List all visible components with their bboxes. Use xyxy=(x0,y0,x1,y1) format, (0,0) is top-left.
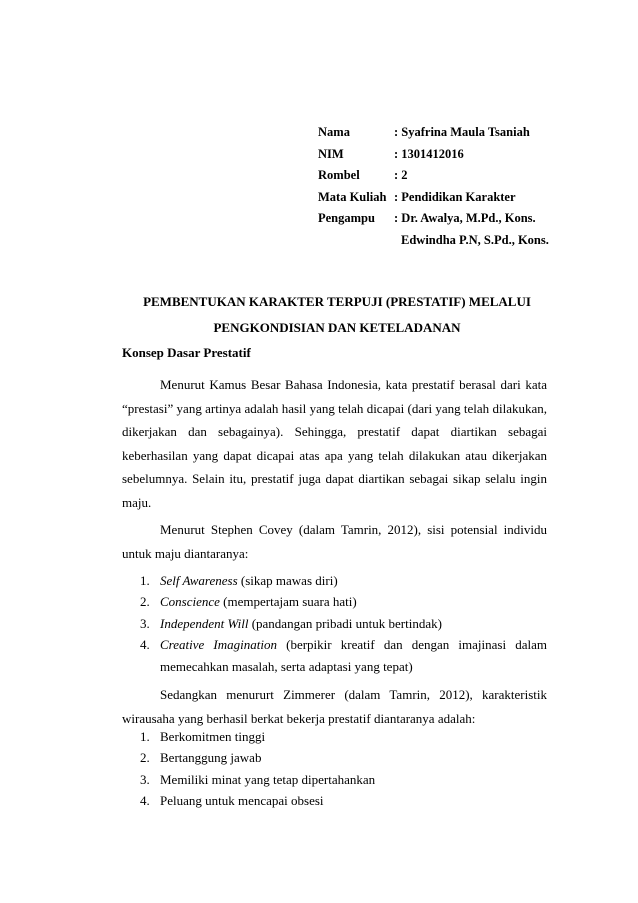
paragraph-covey xyxy=(122,518,547,565)
paragraph-line: “prestasi” yang artinya adalah hasil yang telah dicapai (dari yang telah dilakukan, xyxy=(122,400,547,416)
list-desc: (berpikir kreatif dan dengan imajinasi dalam xyxy=(276,637,547,653)
title-line-1: PEMBENTUKAN KARAKTER TERPUJI (PRESTATIF) MELALUI xyxy=(143,294,531,309)
zimmerer-list xyxy=(140,726,547,812)
list-desc: (pandangan pribadi untuk bertindak) xyxy=(248,615,442,631)
list-item xyxy=(140,726,547,747)
paragraph-zimmerer xyxy=(122,683,547,730)
list-item xyxy=(140,747,547,768)
paragraph-line: Menurut Kamus Besar Bahasa Indonesia, kata prestatif berasal dari kata xyxy=(160,377,547,392)
paragraph-line: sebelumnya. Selain itu, prestatif juga dapat diartikan sebagai sikap selalu ingin xyxy=(122,471,547,486)
paragraph-definition xyxy=(122,373,547,514)
title-line-2: PENGKONDISIAN DAN KETELADANAN xyxy=(213,320,461,335)
list-item xyxy=(140,769,547,790)
info-value: : Dr. Awalya, M.Pd., Kons. xyxy=(394,211,536,226)
list-desc: (sikap mawas diri) xyxy=(237,573,338,588)
student-info-block xyxy=(318,122,549,252)
info-label: Rombel xyxy=(318,168,360,183)
info-value: : 2 xyxy=(394,168,408,183)
paragraph-line: maju. xyxy=(122,494,152,510)
covey-list xyxy=(140,570,547,677)
list-text: Berkomitmen tinggi xyxy=(160,729,266,744)
list-number: 1. xyxy=(140,573,150,588)
list-text: Memiliki minat yang tetap dipertahankan xyxy=(160,771,376,787)
list-term: Creative Imagination xyxy=(160,637,277,653)
info-row-rombel xyxy=(318,165,549,187)
list-term: Independent Will xyxy=(160,615,249,631)
info-row-nama xyxy=(318,122,549,144)
list-number: 2. xyxy=(140,594,150,610)
list-number: 1. xyxy=(140,729,150,744)
paragraph-line: wirausaha yang berhasil berkat bekerja prestatif diantaranya adalah: xyxy=(122,710,476,726)
list-number: 2. xyxy=(140,750,150,766)
info-row-pengampu xyxy=(318,208,549,230)
list-text: Bertanggung jawab xyxy=(160,750,262,766)
list-term: Conscience xyxy=(160,594,220,610)
document-title xyxy=(122,289,552,341)
list-number: 3. xyxy=(140,771,150,787)
info-value: Edwindha P.N, S.Pd., Kons. xyxy=(401,232,549,247)
info-row-mata-kuliah xyxy=(318,187,549,209)
info-value: : Pendidikan Karakter xyxy=(394,189,516,204)
list-item xyxy=(140,634,547,677)
info-label: Pengampu xyxy=(318,211,375,226)
paragraph-line: Sedangkan menururt Zimmerer (dalam Tamrin, 2012), karakteristik xyxy=(160,687,547,702)
paragraph-line: untuk maju diantaranya: xyxy=(122,545,249,561)
section-heading: Konsep Dasar Prestatif xyxy=(122,345,251,360)
list-item xyxy=(140,790,547,811)
list-desc-continued: memecahkan masalah, serta adaptasi yang tepat) xyxy=(160,658,413,674)
info-value: : 1301412016 xyxy=(394,146,464,161)
list-number: 4. xyxy=(140,637,150,653)
info-label: Nama xyxy=(318,125,350,139)
list-item xyxy=(140,570,547,591)
paragraph-line: dikerjakan dan sebagainya). Sehingga, prestatif dapat diartikan sebagai xyxy=(122,424,547,439)
info-row-nim xyxy=(318,144,549,166)
list-desc: (mempertajam suara hati) xyxy=(219,594,357,610)
paragraph-line: keberhasilan yang dapat dicapai atas apa yang telah dilakukan atau dikerjakan xyxy=(122,447,547,463)
list-term: Self Awareness xyxy=(160,573,238,588)
list-number: 3. xyxy=(140,615,150,631)
list-item xyxy=(140,613,547,634)
list-text: Peluang untuk mencapai obsesi xyxy=(160,793,324,809)
info-label: Mata Kuliah xyxy=(318,189,387,204)
info-value: : Syafrina Maula Tsaniah xyxy=(394,125,530,139)
info-row-pengampu-2 xyxy=(318,230,549,252)
info-label: NIM xyxy=(318,146,344,161)
list-number: 4. xyxy=(140,793,150,809)
paragraph-line: Menurut Stephen Covey (dalam Tamrin, 2012), sisi potensial individu xyxy=(160,522,547,537)
list-item xyxy=(140,591,547,612)
